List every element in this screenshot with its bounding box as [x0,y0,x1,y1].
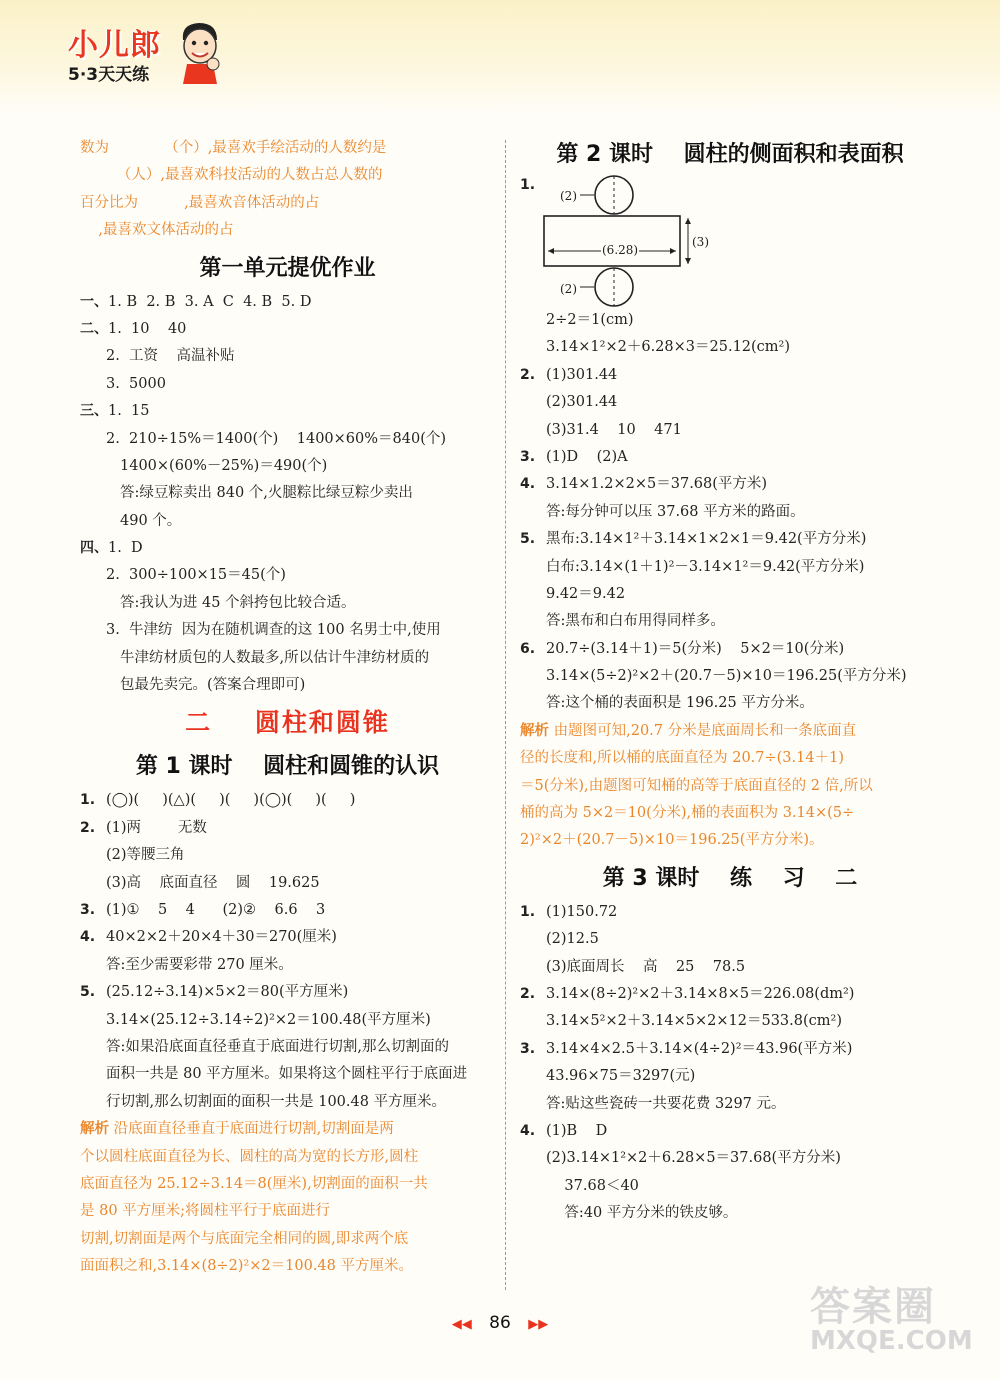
answer-line [520,926,940,953]
watermark-title: 答案圈 [810,1284,936,1330]
mascot-icon [175,18,225,84]
answer-text: (1)D (2)A [546,448,628,465]
analysis-line: 桶的高为 5×2＝10(分米),桶的表面积为 3.14×(5÷ [520,805,855,822]
question-number: 5. [80,984,96,1001]
answer-text: (1)301.44 [546,366,618,383]
answer-text: 答:如果沿底面直径垂直于底面进行切割,那么切割面的 [106,1038,449,1055]
width-label: (6.28) [602,243,639,257]
answer-line [520,899,940,926]
answer-line [520,608,940,635]
analysis-line: 面面积之和,3.14×(8÷2)²×2＝100.48 平方厘米。 [80,1258,413,1275]
answer-text: (2)12.5 [546,931,599,948]
analysis-line: 解析 由题图可知,20.7 分米是底面周长和一条底面直 [520,722,857,739]
answer-line: 牛津纺材质包的人数最多,所以估计牛津纺材质的 [120,649,430,666]
answer-line [520,307,940,334]
answer-text: (◯)( )(△)( )( )(◯)( )( ) [106,792,356,809]
answer-text: (3)高 底面直径 圆 19.625 [106,874,320,891]
lesson-title: 第 1 课时 圆柱和圆锥的认识 [135,754,440,780]
top-diameter-label: (2) [560,189,577,203]
cylinder-net-diagram [540,175,760,307]
answer-text: (2)301.44 [546,394,618,411]
answer-line [520,444,940,471]
bottom-diameter-label: (2) [560,282,577,296]
answer-text: 答:贴这些瓷砖一共要花费 3297 元。 [546,1095,786,1112]
answer-line [520,526,940,553]
page-header [0,0,1000,115]
answer-line: 2. 210÷15%＝1400(个) 1400×60%＝840(个) [106,430,447,447]
answer-line [520,362,940,389]
answer-line: 二、1. 10 40 [80,320,187,337]
answer-text: 2÷2＝1(cm) [546,312,634,328]
answer-text: 3.14×5²×2＋3.14×5×2×12＝533.8(cm²) [546,1013,842,1030]
analysis-line: 径的长度和,所以桶的底面直径为 20.7÷(3.14＋1) [520,750,844,767]
lesson1-answers [80,787,495,1116]
analysis-line: 解析 沿底面直径垂直于底面进行切割,切割面是两 [80,1121,394,1138]
answer-line [80,842,495,869]
answer-text: (1)① 5 4 (2)② 6.6 3 [106,901,326,918]
watermark-url: MXQE.COM [810,1326,973,1356]
answer-line [80,787,495,814]
answer-line: 一、1. B 2. B 3. A C 4. B 5. D [80,293,312,310]
answer-text: (2)等腰三角 [106,847,185,864]
answer-line [520,663,940,690]
analysis-line: 2)²×2＋(20.7－5)×10＝196.25(平方分米)。 [520,832,824,849]
answer-line [520,1118,940,1145]
answer-text: 40×2×2＋20×4＋30＝270(厘米) [106,929,337,946]
cylinder-net-figure [520,175,940,307]
answer-line [520,554,940,581]
answer-line [520,690,940,717]
analysis-line: ＝5(分米),由题图可知桶的高等于底面直径的 2 倍,所以 [520,777,873,794]
answer-text: 20.7÷(3.14＋1)＝5(分米) 5×2＝10(分米) [546,640,845,657]
answer-text: 43.96×75＝3297(元) [546,1068,696,1085]
question-number: 6. [520,640,536,657]
analysis-line: 是 80 平方厘米;将圆柱平行于底面进行 [80,1203,331,1220]
answer-text: 3.14×(8÷2)²×2＋3.14×8×5＝226.08(dm²) [546,985,855,1002]
answer-line [80,897,495,924]
answer-text: 行切割,那么切割面的面积一共是 100.48 平方厘米。 [106,1093,447,1110]
answer-line [80,952,495,979]
answer-text: 答:40 平方分米的铁皮够。 [546,1205,738,1222]
answer-text: (3)底面周长 高 25 78.5 [546,958,746,975]
question-number: 1. [520,903,536,920]
analysis-line: 个以圆柱底面直径为长、圆柱的高为宽的长方形,圆柱 [80,1148,419,1165]
question-number: 4. [520,476,536,493]
answer-text: 答:每分钟可以压 37.68 平方米的路面。 [546,503,805,520]
answer-line [520,581,940,608]
answer-line: 1400×(60%－25%)＝490(个) [120,457,328,474]
answer-line [520,417,940,444]
answer-text: 黑布:3.14×1²＋3.14×1×2×1＝9.42(平方分米) [546,531,867,548]
answer-line [80,815,495,842]
page-number: 86 [489,1313,511,1333]
answer-line: 2. 300÷100×15＝45(个) [106,567,286,584]
answer-text: 9.42＝9.42 [546,585,626,602]
answer-line: 答:绿豆粽卖出 840 个,火腿粽比绿豆粽少卖出 [120,485,413,502]
answer-line: 3. 5000 [106,375,166,392]
answer-text: (2)3.14×1²×2＋6.28×5＝37.68(平方分米) [546,1150,841,1167]
answer-line [520,1200,940,1227]
answer-text: 白布:3.14×(1＋1)²－3.14×1²＝9.42(平方分米) [546,558,865,575]
answer-text: (3)31.4 10 471 [546,421,682,438]
unit-title: 第一单元提优作业 [199,255,376,281]
answer-line: 四、1. D [80,540,143,557]
answer-line [80,870,495,897]
question-number: 1. [520,177,536,193]
answer-line [80,1007,495,1034]
intro-line: （人）,最喜欢科技活动的人数占总人数的 [80,167,383,184]
answer-text: (1)两 无数 [106,819,207,836]
answer-text: 3.14×(25.12÷3.14÷2)²×2＝100.48(平方厘米) [106,1011,431,1028]
answer-line [520,981,940,1008]
answer-line [520,1173,940,1200]
answer-line: 490 个。 [120,512,182,529]
lesson-title: 第 2 课时 圆柱的侧面积和表面积 [556,142,904,167]
next-page-icon[interactable]: ▶▶ [528,1317,549,1332]
answer-line [520,636,940,663]
brand-subtitle: 5·3天天练 [68,65,150,85]
column-divider [505,140,506,1290]
answer-text: (25.12÷3.14)×5×2＝80(平方厘米) [106,984,349,1001]
answer-text: (1)150.72 [546,903,618,920]
answer-line [80,979,495,1006]
lesson-title: 第 3 课时 练 习 二 [602,865,858,891]
answer-text: 3.14×4×2.5＋3.14×(4÷2)²＝43.96(平方米) [546,1040,853,1057]
answer-text: 37.68＜40 [546,1177,639,1194]
answer-line [520,954,940,981]
answer-line [520,1145,940,1172]
question-number: 4. [520,1122,536,1139]
answer-line [80,1061,495,1088]
answer-line [520,1036,940,1063]
analysis-line: 切割,切割面是两个与底面完全相同的圆,即求两个底 [80,1230,409,1247]
question-number: 2. [80,819,96,836]
chapter-title: 二 圆柱和圆锥 [185,708,390,738]
answer-line: 3. 牛津纺 因为在随机调查的这 100 名男士中,使用 [106,622,441,639]
answer-line [520,389,940,416]
lesson3-answers [520,899,940,1228]
answer-line [520,1063,940,1090]
question-number: 3. [520,1040,536,1057]
answer-text: 答:黑布和白布用得同样多。 [546,613,725,630]
answer-line: 2. 工资 高温补贴 [106,348,235,365]
answer-line [520,471,940,498]
question-number: 3. [520,448,536,465]
answer-text: (1)B D [546,1122,608,1139]
answer-text: 3.14×1.2×2×5＝37.68(平方米) [546,476,768,493]
answer-text: 答:这个桶的表面积是 196.25 平方分米。 [546,695,814,712]
question-number: 3. [80,901,96,918]
answer-text: 3.14×(5÷2)²×2＋(20.7－5)×10＝196.25(平方分米) [546,668,907,685]
analysis-line: 底面直径为 25.12÷3.14＝8(厘米),切割面的面积一共 [80,1175,428,1192]
left-column [80,135,495,1280]
answer-line [80,1034,495,1061]
question-number: 2. [520,985,536,1002]
answer-line: 包最先卖完。(答案合理即可) [120,677,306,694]
question-number: 1. [80,792,96,809]
intro-line: 百分比为 ,最喜欢音体活动的占 [80,194,361,211]
answer-line [80,1089,495,1116]
question-number: 5. [520,531,536,548]
question-number: 4. [80,929,96,946]
question-number: 2. [520,366,536,383]
answer-text: 答:至少需要彩带 270 厘米。 [106,956,293,973]
answer-text: 3.14×1²×2＋6.28×3＝25.12(cm²) [546,339,791,356]
intro-line: ,最喜欢文体活动的占 [80,222,312,239]
lesson2-answers [520,307,940,718]
prev-page-icon[interactable]: ◀◀ [451,1317,472,1332]
answer-line: 三、1. 15 [80,403,150,420]
answer-line [80,924,495,951]
brand-logo: 小儿郎 [68,28,161,63]
watermark [810,1275,973,1356]
answer-text: 面积一共是 80 平方厘米。如果将这个圆柱平行于底面进 [106,1066,468,1083]
answer-line [520,334,940,361]
height-label: (3) [692,235,709,249]
answer-line [520,1091,940,1118]
right-column [520,135,940,1228]
intro-line: 数为 （个）,最喜欢手绘活动的人数约是 [80,140,387,156]
answer-line: 答:我认为进 45 个斜挎包比较合适。 [120,594,356,611]
answer-line [520,499,940,526]
answer-line [520,1008,940,1035]
